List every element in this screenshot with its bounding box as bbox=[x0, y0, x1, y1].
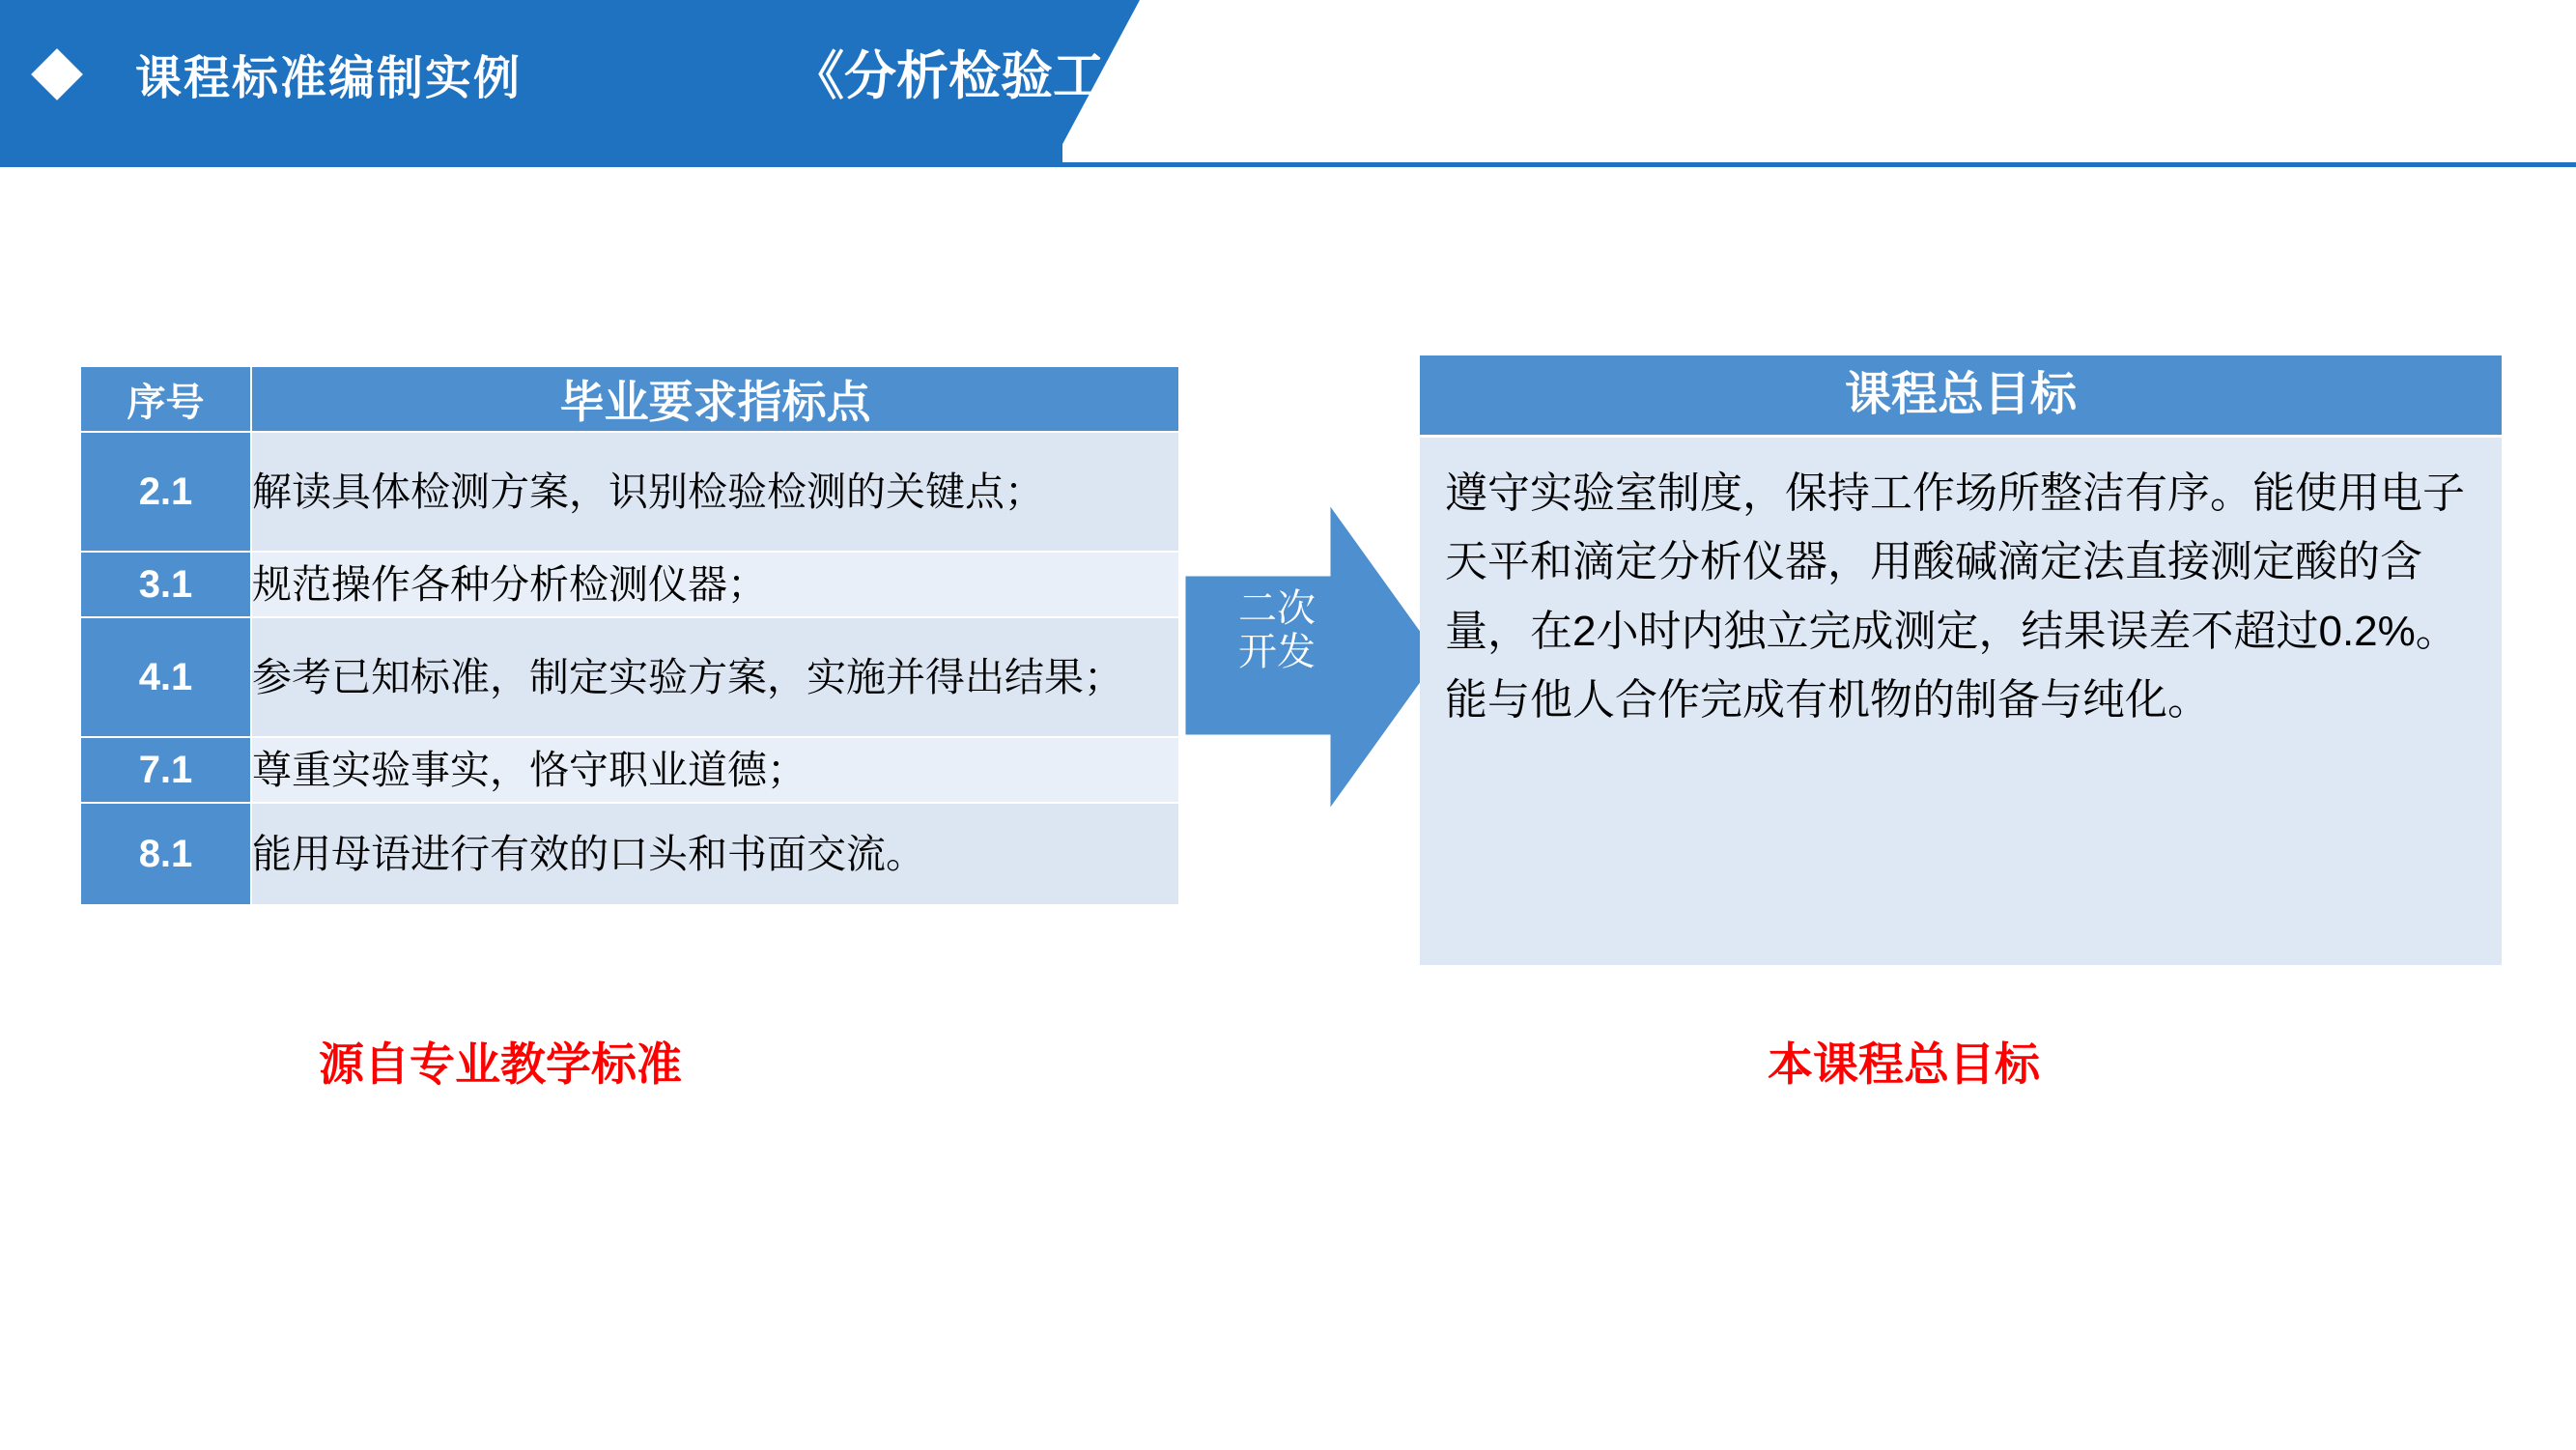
row-no: 8.1 bbox=[80, 803, 251, 905]
arrow-label-line1: 二次 bbox=[1238, 587, 1316, 630]
row-text: 解读具体检测方案，识别检验检测的关键点； bbox=[251, 432, 1179, 552]
graduation-requirements-table bbox=[79, 365, 1180, 906]
row-text: 参考已知标准，制定实验方案，实施并得出结果； bbox=[251, 617, 1179, 737]
table-row bbox=[80, 617, 1179, 737]
row-text: 规范操作各种分析检测仪器； bbox=[251, 552, 1179, 617]
table-row bbox=[80, 803, 1179, 905]
row-no: 7.1 bbox=[80, 737, 251, 803]
left-caption: 源自专业教学标准 bbox=[319, 1038, 682, 1090]
arrow-label bbox=[1209, 587, 1345, 674]
table-row bbox=[80, 737, 1179, 803]
row-no: 2.1 bbox=[80, 432, 251, 552]
arrow-label-line2: 开发 bbox=[1238, 630, 1316, 673]
course-goal-title: 课程总目标 bbox=[1420, 355, 2502, 438]
right-caption: 本课程总目标 bbox=[1768, 1038, 2040, 1090]
column-header-indicator: 毕业要求指标点 bbox=[251, 366, 1179, 432]
course-goal-body: 遵守实验室制度，保持工作场所整洁有序。能使用电子天平和滴定分析仪器，用酸碱滴定法直接测定酸的含量，在2小时内独立完成测定，结果误差不超过0.2%。能与他人合作完成有机物的制备与纯化。 bbox=[1420, 438, 2502, 965]
row-text: 尊重实验事实，恪守职业道德； bbox=[251, 737, 1179, 803]
row-text: 能用母语进行有效的口头和书面交流。 bbox=[251, 803, 1179, 905]
table-header-row bbox=[80, 366, 1179, 432]
row-no: 4.1 bbox=[80, 617, 251, 737]
table-row bbox=[80, 552, 1179, 617]
course-goal-panel bbox=[1420, 355, 2502, 965]
row-no: 3.1 bbox=[80, 552, 251, 617]
column-header-no: 序号 bbox=[80, 366, 251, 432]
page-subtitle: 《分析检验工作概貌》课程 bbox=[792, 47, 1418, 105]
slide-header bbox=[0, 0, 2576, 162]
table-row bbox=[80, 432, 1179, 552]
header-divider bbox=[0, 162, 2576, 167]
page-title: 课程标准编制实例 bbox=[135, 53, 523, 104]
